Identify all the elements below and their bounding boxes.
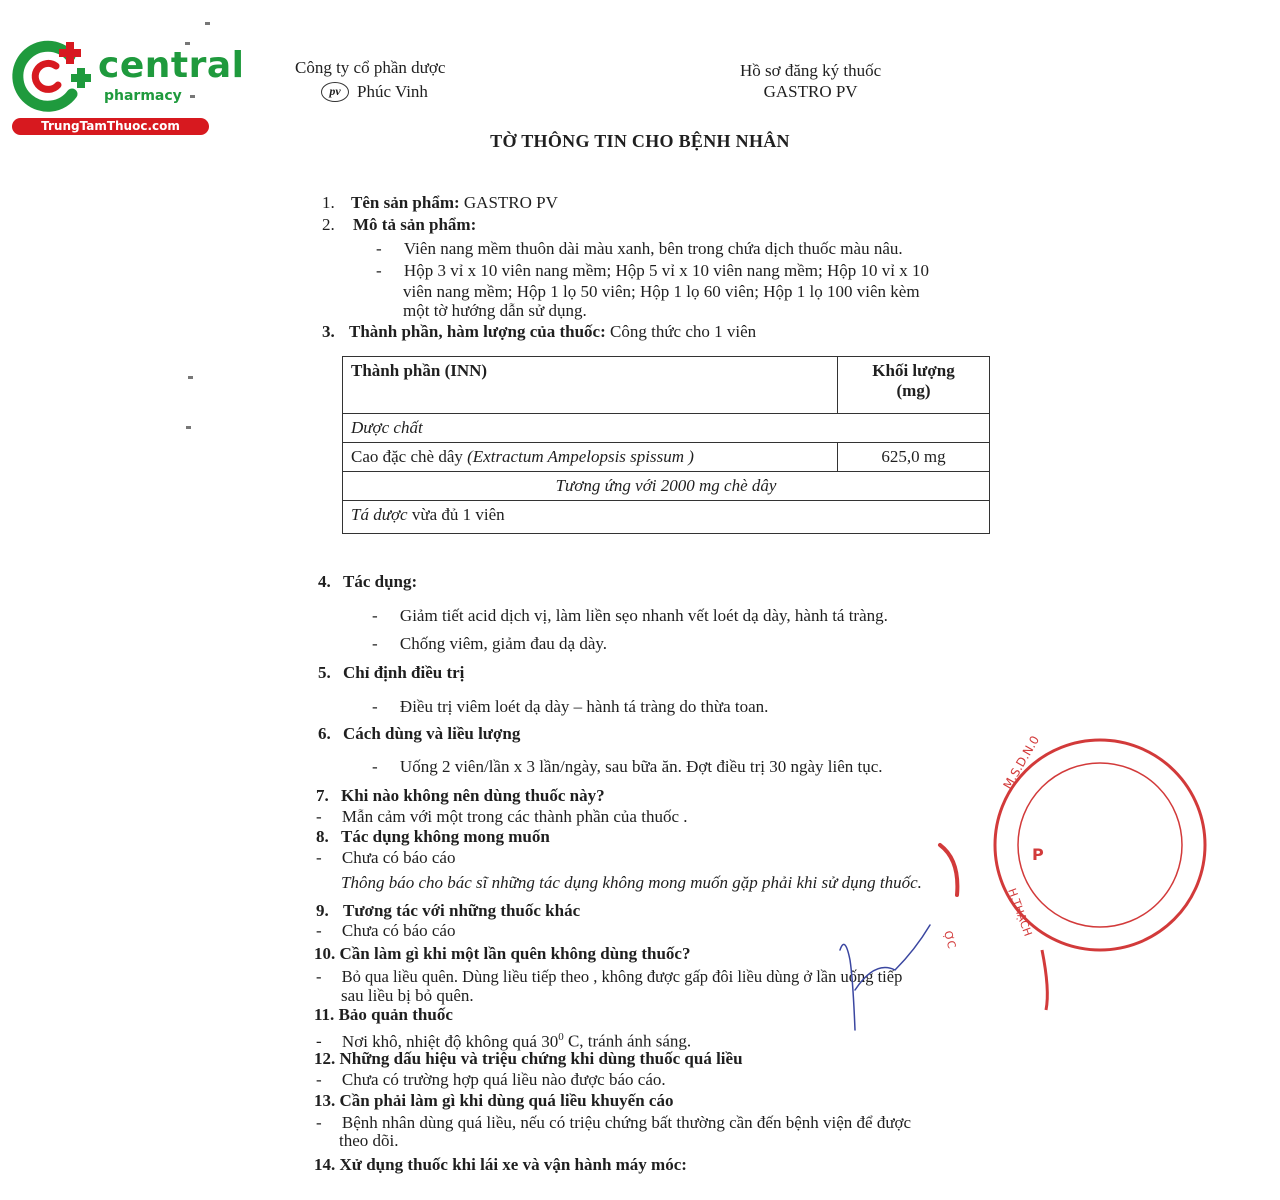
scan-speck xyxy=(205,22,210,25)
section-3 xyxy=(322,321,756,343)
table-row xyxy=(343,472,990,501)
list-item-text: Nơi khô, nhiệt độ không quá 30 xyxy=(341,1031,559,1051)
section-number: 1. xyxy=(322,193,335,212)
list-item xyxy=(316,1069,666,1091)
list-item-text: Chưa có báo cáo xyxy=(341,848,456,867)
table-header-row xyxy=(343,357,990,414)
central-pharmacy-logo[interactable] xyxy=(12,38,245,138)
bullet-dash: - xyxy=(372,634,378,653)
list-item-text: Chưa có báo cáo xyxy=(341,921,456,940)
section-number: 13. xyxy=(314,1091,336,1110)
section-5 xyxy=(318,662,464,684)
bullet-dash: - xyxy=(376,239,382,258)
company-header xyxy=(295,56,445,104)
handwritten-signature xyxy=(835,920,955,1040)
section-4 xyxy=(318,571,417,593)
section-number: 14. xyxy=(314,1155,336,1174)
section-label: Tương tác với những thuốc khác xyxy=(343,901,581,920)
list-item-text: Bỏ qua liều quên. Dùng liều tiếp theo , không được gấp đôi liều dùng ở lần uống tiếp xyxy=(341,967,903,986)
list-item-text: Điều trị viêm loét dạ dày – hành tá tràng do thừa toan. xyxy=(399,697,769,716)
logo-website[interactable]: TrungTamThuoc.com xyxy=(12,118,209,135)
list-item-text: C, tránh ánh sáng. xyxy=(563,1031,692,1051)
dossier-line1: Hồ sơ đăng ký thuốc xyxy=(740,61,882,80)
table-cell: Tương ứng với 2000 mg chè dây xyxy=(343,472,990,501)
dossier-line2: GASTRO PV xyxy=(763,82,858,101)
section-label: Tên sản phẩm: xyxy=(351,193,460,212)
section-label: Thành phần, hàm lượng của thuốc: xyxy=(349,322,606,341)
table-row xyxy=(343,443,990,472)
bullet-dash: - xyxy=(372,697,378,716)
stamp-arc xyxy=(935,840,975,900)
list-item xyxy=(372,605,888,627)
ingredient-name: Cao đặc chè dây xyxy=(351,447,463,466)
section-8 xyxy=(316,826,550,848)
logo-wordmark: central xyxy=(98,45,245,86)
excipient-label: Tá dược xyxy=(351,505,408,524)
section-number: 2. xyxy=(322,215,335,234)
section-label: Cần làm gì khi một lần quên không dùng thuốc? xyxy=(339,944,691,963)
list-item-text: Chống viêm, giảm đau dạ dày. xyxy=(399,634,608,653)
section-label: Chỉ định điều trị xyxy=(343,663,465,682)
company-seal-stamp xyxy=(941,733,1050,1010)
section-number: 9. xyxy=(316,901,329,920)
list-item-text: Viên nang mềm thuôn dài màu xanh, bên trong chứa dịch thuốc màu nâu. xyxy=(403,239,903,258)
bullet-dash: - xyxy=(372,606,378,625)
section-label: Mô tả sản phẩm: xyxy=(353,215,477,234)
list-item-text: sau liều bị bỏ quên. xyxy=(341,986,474,1005)
bullet-dash: - xyxy=(316,848,322,867)
excipient-value: vừa đủ 1 viên xyxy=(407,505,505,524)
product-name: GASTRO PV xyxy=(463,193,558,212)
list-item xyxy=(376,238,903,260)
section-number: 11. xyxy=(314,1005,335,1024)
dossier-header xyxy=(740,60,881,102)
table-cell xyxy=(343,501,990,534)
ingredient-latin: (Extractum Ampelopsis spissum ) xyxy=(467,447,694,466)
company-line1: Công ty cổ phần dược xyxy=(295,58,446,77)
table-cell xyxy=(343,443,838,472)
section-label: Tác dụng không mong muốn xyxy=(341,827,550,846)
list-item-text: Uống 2 viên/lần x 3 lần/ngày, sau bữa ăn. Đợt điều trị 30 ngày liên tục. xyxy=(399,757,883,776)
section-number: 7. xyxy=(316,786,329,805)
section-10 xyxy=(314,943,690,965)
table-row xyxy=(343,414,990,443)
section-number: 5. xyxy=(318,663,331,682)
table-cell: 625,0 mg xyxy=(838,443,990,472)
list-item-text: theo dõi. xyxy=(339,1131,399,1150)
list-item xyxy=(372,633,607,655)
list-item xyxy=(372,696,768,718)
section-number: 8. xyxy=(316,827,329,846)
bullet-dash: - xyxy=(316,1031,322,1051)
bullet-dash: - xyxy=(316,1113,322,1132)
section-7 xyxy=(316,785,605,807)
section-9 xyxy=(316,900,580,922)
list-item xyxy=(376,260,929,282)
bullet-dash: - xyxy=(316,967,322,986)
list-item xyxy=(316,1112,911,1134)
bullet-dash: - xyxy=(316,921,322,940)
section-value: Công thức cho 1 viên xyxy=(610,322,757,341)
bullet-dash: - xyxy=(376,261,382,280)
scan-speck xyxy=(186,426,191,429)
page-title: TỜ THÔNG TIN CHO BỆNH NHÂN xyxy=(490,131,790,151)
bullet-dash: - xyxy=(316,807,322,826)
list-item-text: Hộp 3 vỉ x 10 viên nang mềm; Hộp 5 vỉ x 10 viên nang mềm; Hộp 10 vỉ x 10 xyxy=(403,261,929,280)
bullet-dash: - xyxy=(316,1070,322,1089)
advice-note: Thông báo cho bác sĩ những tác dụng không mong muốn gặp phải khi sử dụng thuốc. xyxy=(341,873,922,892)
section-number: 10. xyxy=(314,944,336,963)
section-label: Những dấu hiệu và triệu chứng khi dùng thuốc quá liều xyxy=(339,1049,743,1068)
section-number: 12. xyxy=(314,1049,336,1068)
stamp-text-side: H.THẠCH xyxy=(1005,886,1035,939)
section-12 xyxy=(314,1048,743,1070)
list-item-text: Chưa có trường hợp quá liều nào được báo cáo. xyxy=(341,1070,666,1089)
section-number: 6. xyxy=(318,724,331,743)
degree-superscript: 0 xyxy=(558,1031,564,1043)
section-label: Cần phải làm gì khi dùng quá liều khuyến cáo xyxy=(339,1091,674,1110)
section-label: Xử dụng thuốc khi lái xe và vận hành máy móc: xyxy=(339,1155,687,1174)
list-item xyxy=(316,847,455,869)
section-label: Bảo quản thuốc xyxy=(338,1005,453,1024)
stamp-text-top: M.S.D.N.0 xyxy=(1000,733,1043,792)
section-label: Khi nào không nên dùng thuốc này? xyxy=(341,786,605,805)
mass-header-line2: (mg) xyxy=(896,381,931,400)
section-13 xyxy=(314,1090,673,1112)
pharmacy-logo-icon xyxy=(12,38,92,112)
list-item-text: viên nang mềm; Hộp 1 lọ 50 viên; Hộp 1 lọ 60 viên; Hộp 1 lọ 100 viên kèm xyxy=(403,282,920,301)
list-item-text: Giảm tiết acid dịch vị, làm liền sẹo nhanh vết loét dạ dày, hành tá tràng. xyxy=(399,606,888,625)
section-label: Cách dùng và liều lượng xyxy=(343,724,521,743)
section-11 xyxy=(314,1004,453,1026)
list-item xyxy=(372,756,883,778)
company-logo-icon: pv xyxy=(321,82,349,102)
list-item xyxy=(316,806,688,828)
table-row xyxy=(343,501,990,534)
ingredient-table xyxy=(342,356,990,534)
section-label: Tác dụng: xyxy=(343,572,418,591)
section-number: 4. xyxy=(318,572,331,591)
scan-speck xyxy=(188,376,193,379)
stamp-text-bottom: ỢC xyxy=(941,929,959,950)
table-cell: Dược chất xyxy=(343,414,990,443)
section-number: 3. xyxy=(322,322,335,341)
mass-header-line1: Khối lượng xyxy=(872,361,955,380)
stamp-text-mid: P xyxy=(1032,845,1044,864)
list-item-text: Bệnh nhân dùng quá liều, nếu có triệu chứng bất thường cần đến bệnh viện để được xyxy=(341,1113,912,1132)
section-6 xyxy=(318,723,520,745)
logo-subtitle: pharmacy xyxy=(104,88,182,104)
section-2 xyxy=(322,214,476,236)
table-header-mass xyxy=(838,357,990,414)
list-item-text: Mẫn cảm với một trong các thành phần của thuốc . xyxy=(341,807,688,826)
section-14 xyxy=(314,1154,687,1176)
section-1 xyxy=(322,192,558,214)
list-item-text: một tờ hướng dẫn sử dụng. xyxy=(403,301,587,320)
company-line2: Phúc Vinh xyxy=(357,82,428,101)
table-header-ingredient: Thành phần (INN) xyxy=(343,357,838,414)
list-item xyxy=(316,920,455,942)
bullet-dash: - xyxy=(372,757,378,776)
